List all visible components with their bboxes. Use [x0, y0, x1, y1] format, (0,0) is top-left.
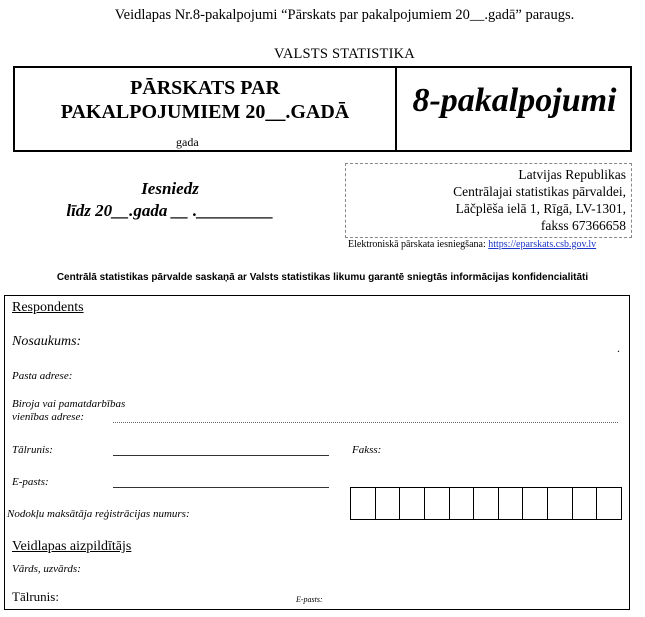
form-code: 8-pakalpojumi — [412, 82, 617, 119]
taxpayer-number-boxes[interactable] — [350, 487, 622, 520]
address-line: Lāčplēša ielā 1, Rīgā, LV-1301, — [455, 201, 626, 216]
electronic-label: Elektroniskā pārskata iesniegšana: — [348, 239, 489, 250]
digit-box[interactable] — [425, 488, 450, 519]
recipient-address — [348, 166, 626, 234]
email-label: E-pasts: — [12, 476, 49, 488]
address-line: Latvijas Republikas — [518, 167, 626, 182]
respondent-box — [4, 295, 630, 610]
fax-label: Fakss: — [352, 444, 382, 456]
digit-box[interactable] — [573, 488, 598, 519]
office-address-line2: vienības adrese: — [12, 411, 84, 423]
address-line: fakss 67366658 — [540, 218, 626, 233]
phone-field[interactable] — [113, 455, 329, 456]
filler-section-title: Veidlapas aizpildītājs — [12, 539, 132, 554]
form-caption: Veidlapas Nr.8-pakalpojumi “Pārskats par pakalpojumiem 20__.gadā” paraugs. — [114, 7, 575, 23]
digit-box[interactable] — [400, 488, 425, 519]
office-address-label — [12, 398, 125, 424]
office-address-line1: Biroja vai pamatdarbības — [12, 398, 126, 410]
submit-line2: līdz 20__.gada __ ._________ — [66, 201, 274, 220]
taxpayer-number-label: Nodokļu maksātāja reģistrācijas numurs: — [7, 508, 190, 520]
digit-box[interactable] — [523, 488, 548, 519]
report-title-line2: PAKALPOJUMIEM 20__.GADĀ — [60, 101, 350, 123]
title-sub: gada — [176, 135, 199, 149]
phone-label: Tālrunis: — [12, 444, 53, 456]
report-title-line1: PĀRSKATS PAR — [130, 77, 280, 99]
digit-box[interactable] — [474, 488, 499, 519]
address-line: Centrālajai statistikas pārvaldei, — [453, 184, 626, 199]
submit-deadline — [40, 178, 300, 222]
stat-label: VALSTS STATISTIKA — [274, 46, 415, 62]
digit-box[interactable] — [548, 488, 573, 519]
postal-address-label: Pasta adrese: — [12, 370, 73, 382]
digit-box[interactable] — [597, 488, 621, 519]
electronic-submission — [348, 239, 638, 250]
eparskats-link[interactable]: https://eparskats.csb.gov.lv — [488, 239, 597, 250]
respondent-section-title: Respondents — [12, 300, 84, 315]
email-field[interactable] — [113, 487, 329, 488]
digit-box[interactable] — [351, 488, 376, 519]
digit-box[interactable] — [376, 488, 401, 519]
filler-name-label: Vārds, uzvārds: — [12, 563, 81, 575]
name-end-dot: . — [617, 341, 620, 355]
submit-line1: Iesniedz — [141, 179, 199, 198]
digit-box[interactable] — [450, 488, 475, 519]
digit-box[interactable] — [499, 488, 524, 519]
filler-email-label: E-pasts: — [296, 595, 323, 604]
filler-phone-label: Tālrunis: — [12, 589, 59, 604]
report-title — [15, 76, 395, 124]
confidentiality-note: Centrālā statistikas pārvalde saskaņā ar Valsts statistikas likumu garantē sniegtās informācijas konfidencialitāti — [56, 272, 589, 283]
office-address-field[interactable] — [113, 422, 618, 423]
name-label: Nosaukums: — [12, 334, 82, 349]
